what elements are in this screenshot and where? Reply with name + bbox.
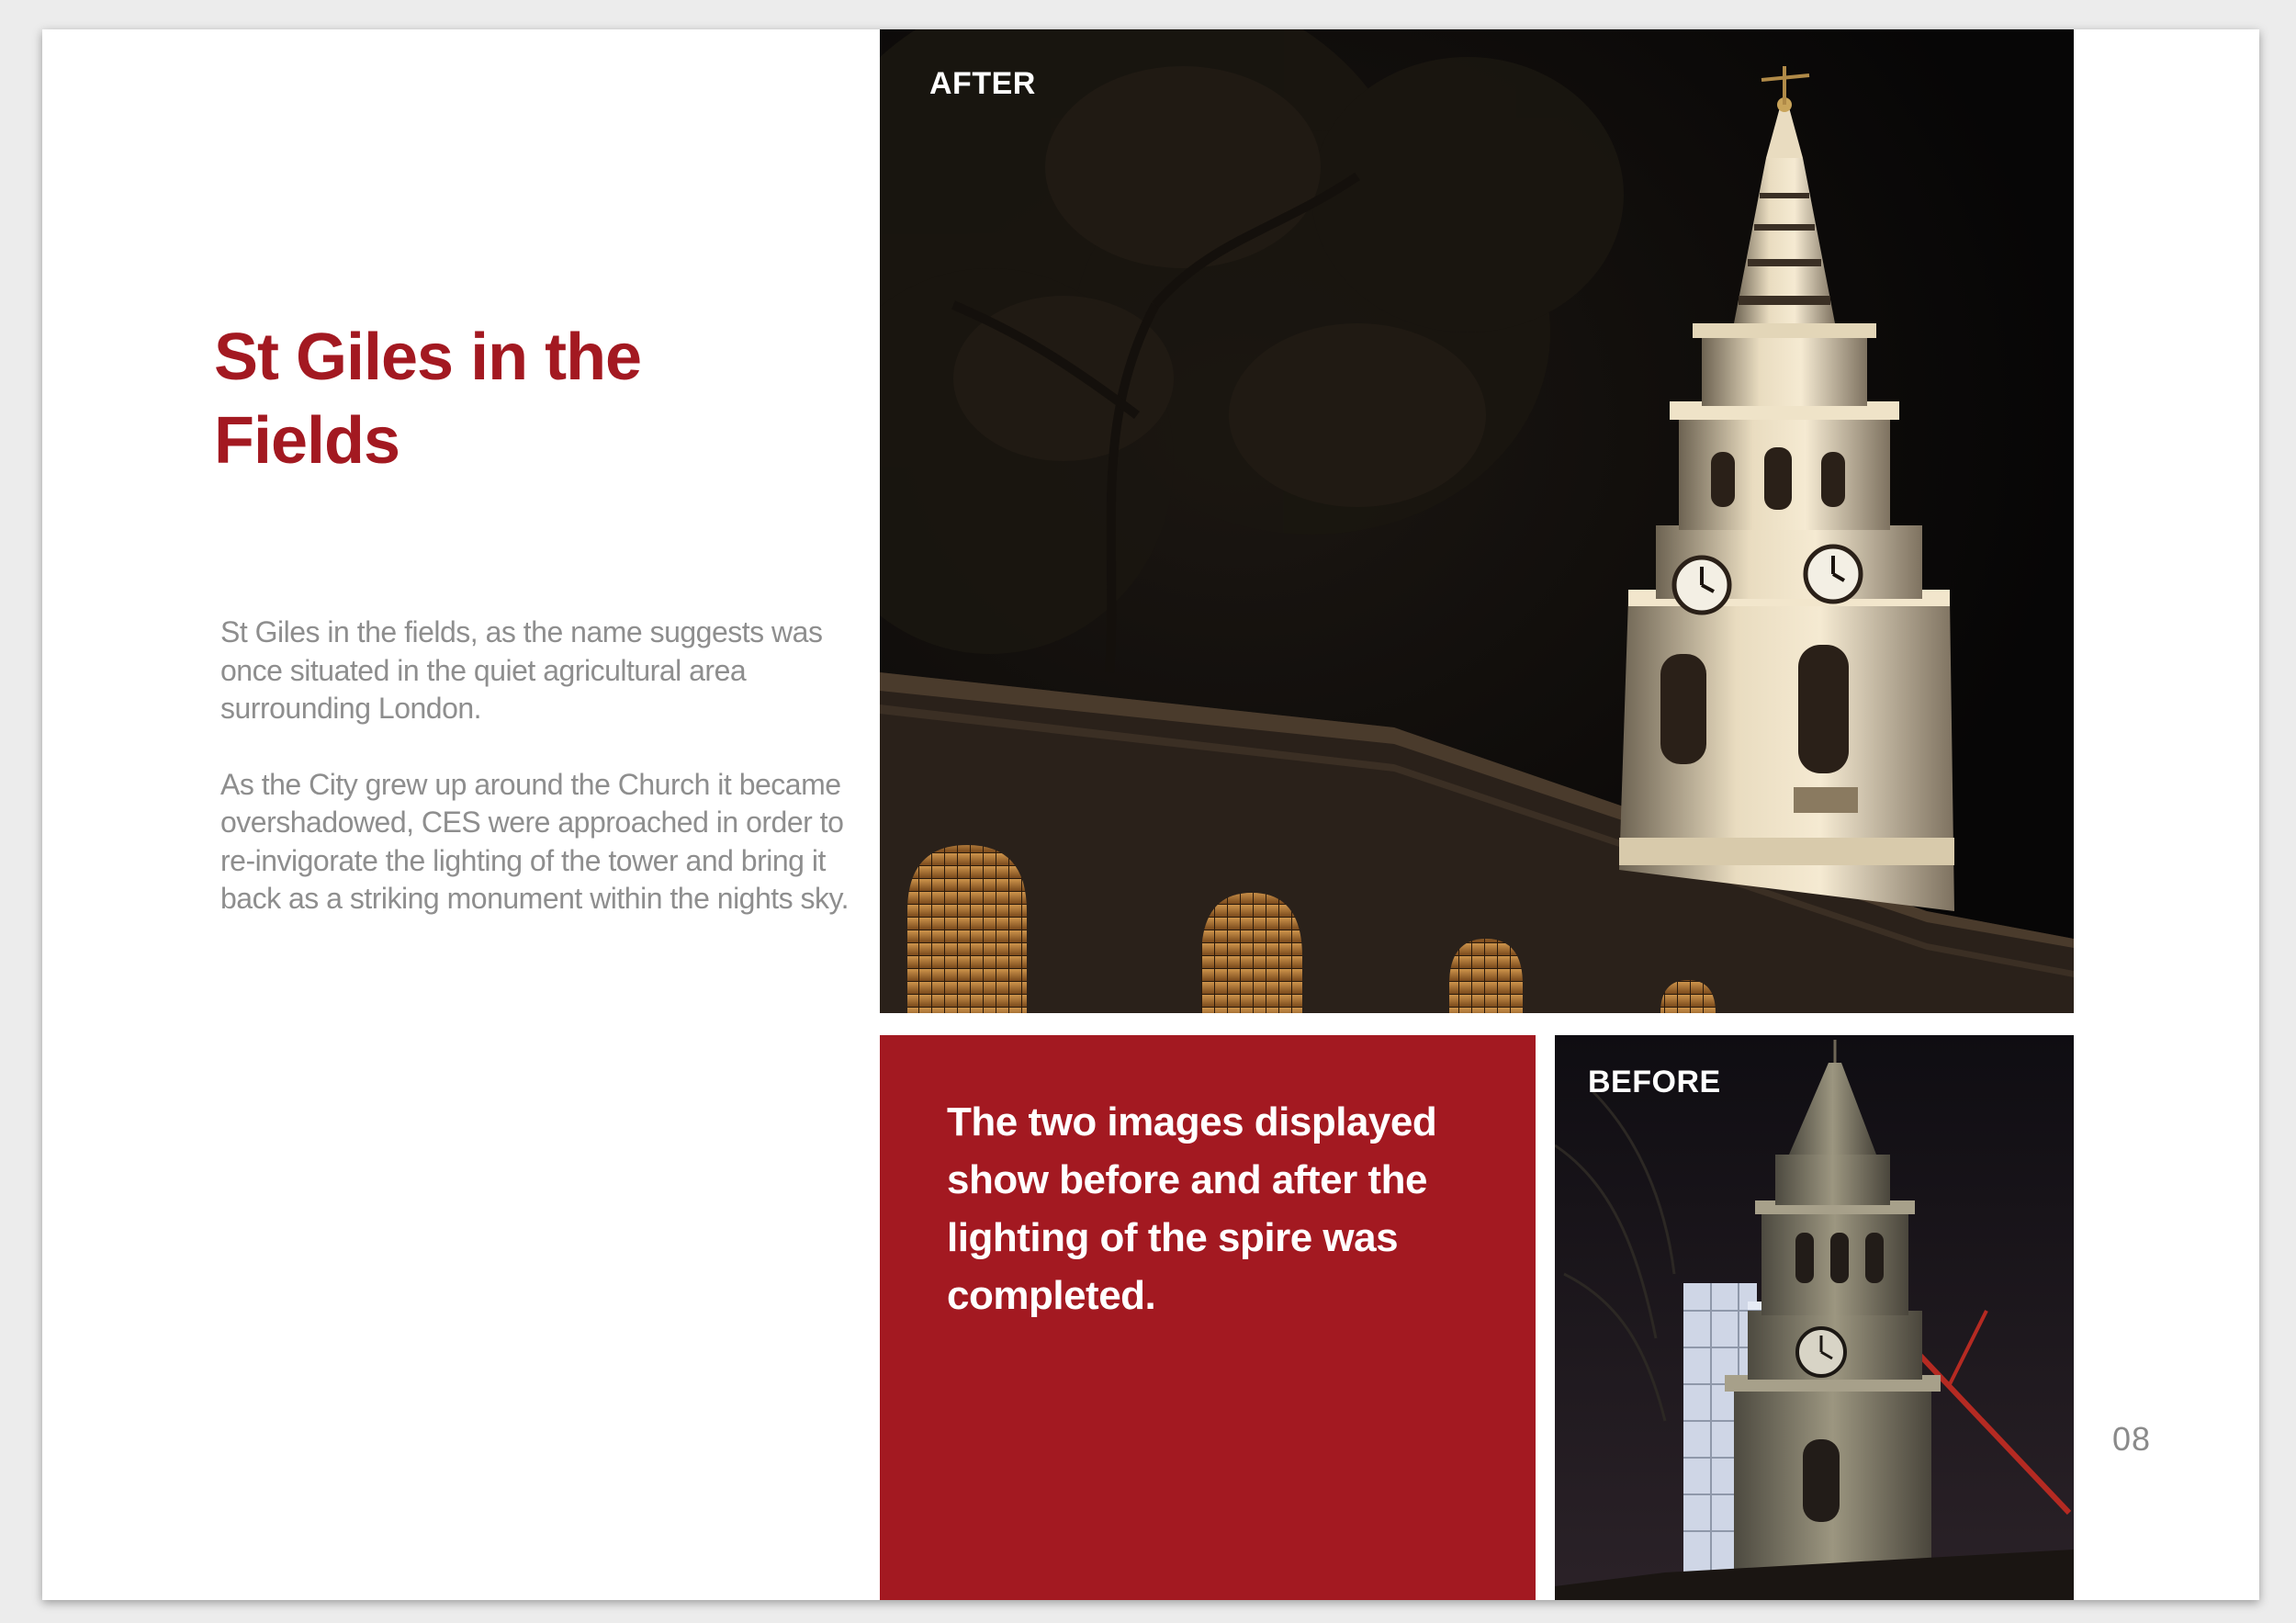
caption-box	[880, 1035, 1536, 1600]
page-title: St Giles in the Fields	[214, 321, 642, 478]
body-text	[220, 614, 863, 956]
caption-text: The two images displayed show before and after the lighting of the spire was completed.	[947, 1099, 1437, 1318]
page-number: 08	[2112, 1420, 2152, 1458]
church-spire-unlit-illustration	[1555, 1035, 2074, 1600]
before-label: BEFORE	[1588, 1065, 1721, 1099]
after-label: AFTER	[929, 66, 1036, 101]
before-photo	[1555, 1035, 2074, 1600]
church-spire-lit-illustration	[880, 29, 2074, 1013]
paragraph-project: As the City grew up around the Church it became overshadowed, CES were approached in order to re-invigorate the lighting of the tower and bring it back as a striking monument within the nights sky.	[220, 767, 850, 915]
after-photo	[880, 29, 2074, 1013]
brochure-page	[42, 29, 2259, 1600]
paragraph-history: St Giles in the fields, as the name suggests was once situated in the quiet agricultural area surrounding London.	[220, 615, 823, 725]
